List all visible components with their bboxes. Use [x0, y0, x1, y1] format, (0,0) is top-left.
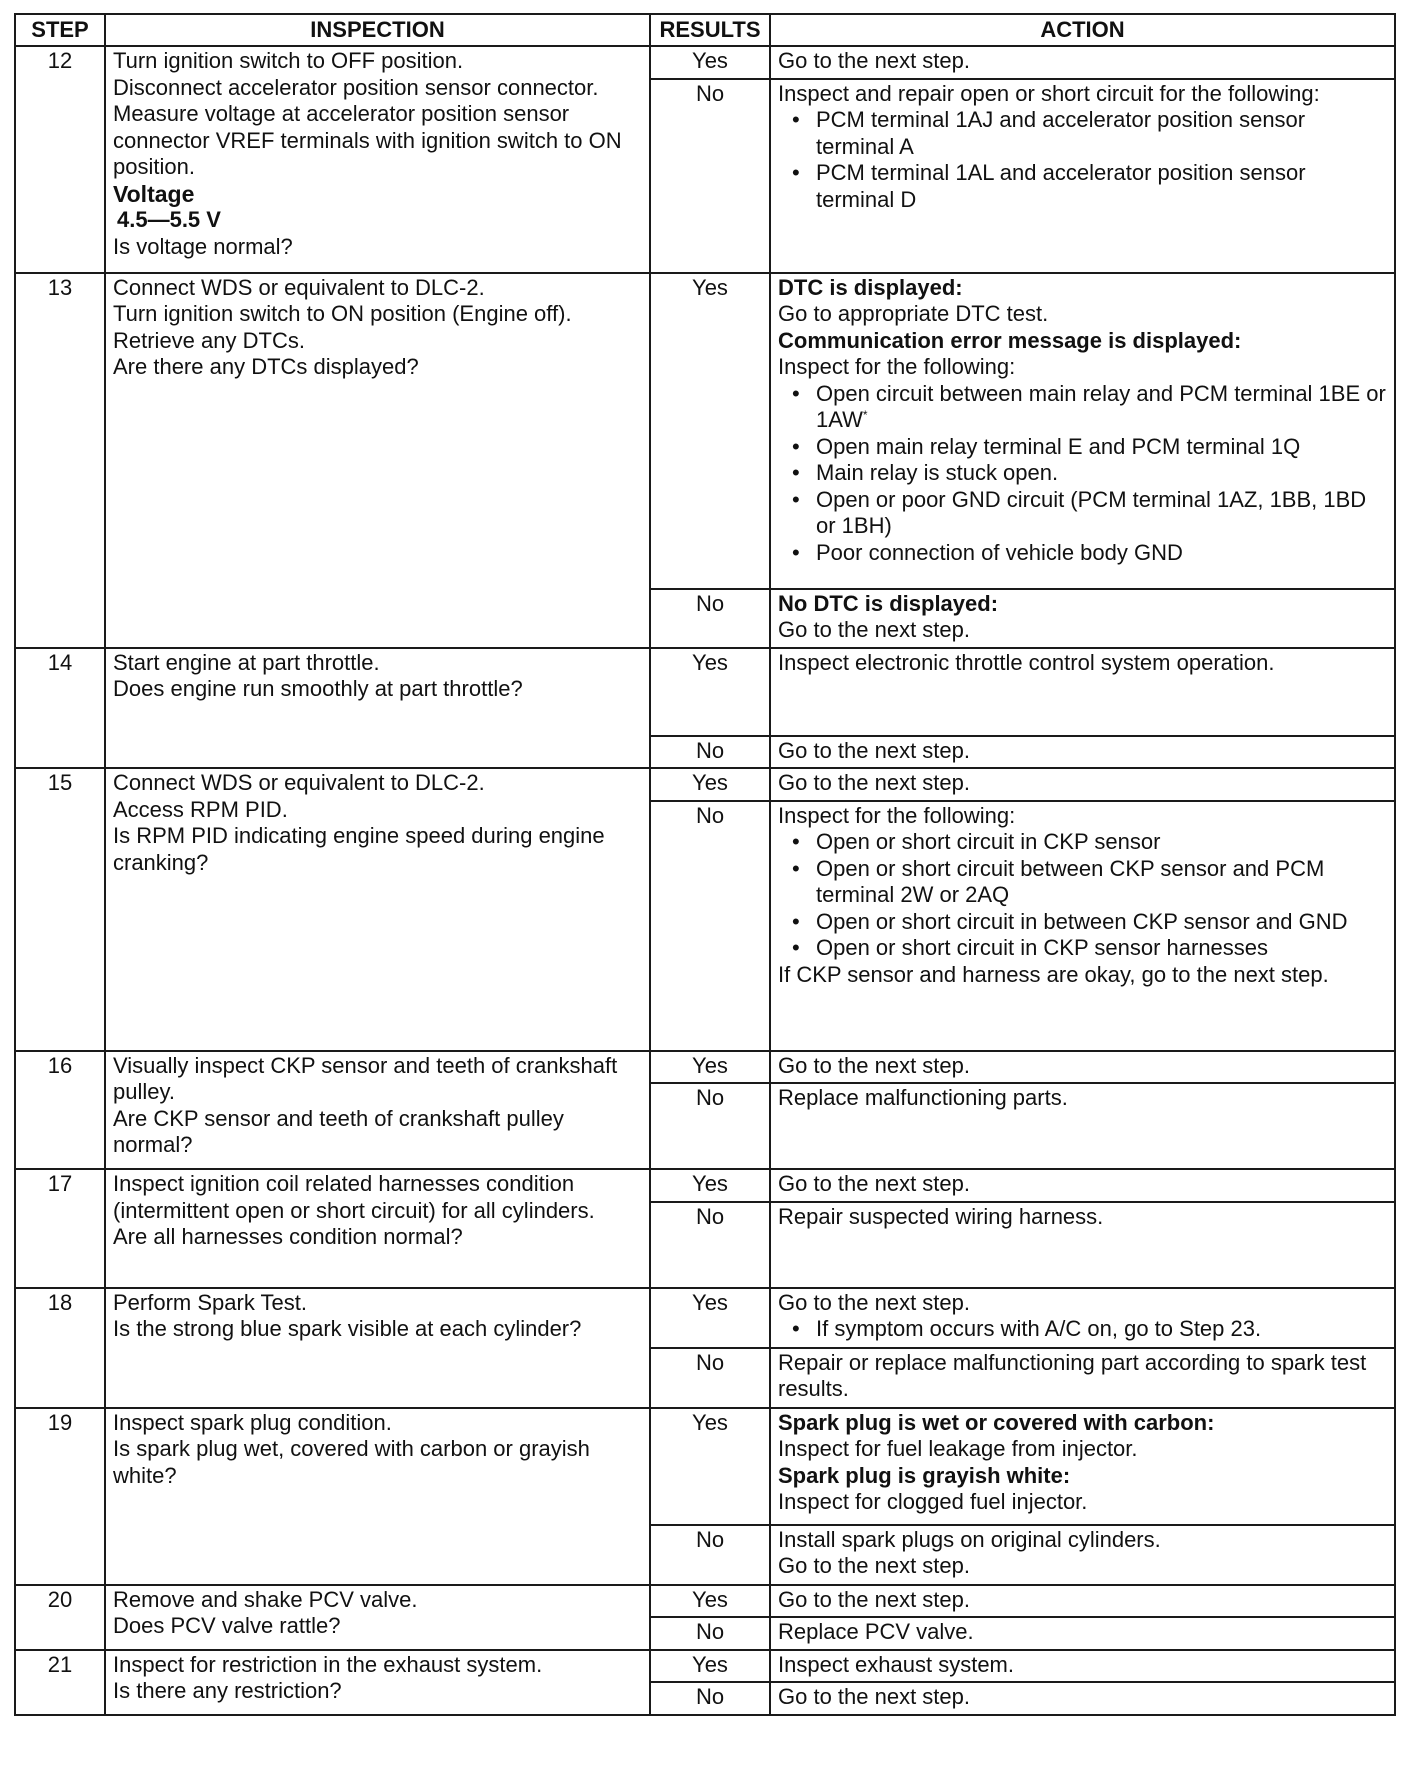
action-heading: No DTC is displayed: [778, 590, 999, 616]
inspection-line: Inspect for restriction in the exhaust system. [113, 1651, 543, 1677]
action-text: Inspect electronic throttle control system operation. [770, 648, 1395, 736]
header-step: STEP [15, 14, 105, 46]
inspection-line: Turn ignition switch to ON position (Engine off). [113, 301, 572, 326]
step-15-no-action [770, 801, 1395, 1051]
action-text: Go to the next step. [770, 46, 1395, 79]
list-item: • Open or short circuit in CKP sensor harnesses [806, 935, 1387, 962]
action-text: Go to the next step. [778, 1289, 971, 1315]
action-heading: Communication error message is displayed: [778, 327, 1242, 353]
step-number: 21 [15, 1650, 105, 1715]
action-text: Inspect exhaust system. [770, 1650, 1395, 1683]
result-yes: Yes [650, 1288, 770, 1348]
inspection-line: Turn ignition switch to OFF position. [113, 48, 464, 73]
action-text: Go to the next step. [770, 768, 1395, 801]
step-19-yes-row [15, 1408, 1395, 1525]
result-no: No [650, 1682, 770, 1715]
inspection-question: Is RPM PID indicating engine speed during engine cranking? [113, 823, 605, 875]
inspection-line: Start engine at part throttle. [113, 649, 380, 675]
action-text: Inspect for the following: [778, 802, 1016, 828]
header-inspection: INSPECTION [105, 14, 650, 46]
step-number: 19 [15, 1408, 105, 1585]
inspection-question: Is there any restriction? [113, 1678, 342, 1703]
step-14-inspection [105, 648, 650, 769]
inspection-line: Visually inspect CKP sensor and teeth of crankshaft pulley. [113, 1052, 618, 1104]
step-number: 12 [15, 46, 105, 273]
step-21-inspection [105, 1650, 650, 1715]
action-text: Go to the next step. [770, 1051, 1395, 1084]
result-yes: Yes [650, 46, 770, 79]
action-text: Inspect for fuel leakage from injector. [778, 1436, 1138, 1461]
list-item: • Main relay is stuck open. [806, 460, 1387, 487]
inspection-line: Remove and shake PCV valve. [113, 1586, 418, 1612]
step-12-no-action [770, 79, 1395, 273]
action-text: Replace malfunctioning parts. [770, 1083, 1395, 1169]
list-item [806, 381, 1387, 434]
action-text: Go to the next step. [770, 1682, 1395, 1715]
result-yes: Yes [650, 273, 770, 589]
voltage-spec: 4.5—5.5 V [117, 207, 221, 232]
result-yes: Yes [650, 768, 770, 801]
result-yes: Yes [650, 1051, 770, 1084]
action-text: Go to the next step. [778, 617, 971, 642]
step-19-yes-action [770, 1408, 1395, 1525]
result-no: No [650, 1617, 770, 1650]
result-yes: Yes [650, 1169, 770, 1202]
inspection-line: Retrieve any DTCs. [113, 327, 305, 353]
result-no: No [650, 79, 770, 273]
step-number: 18 [15, 1288, 105, 1408]
step-13-yes-row [15, 273, 1395, 589]
action-list [778, 829, 1387, 962]
list-item: • Open or short circuit in CKP sensor [806, 829, 1387, 856]
result-no: No [650, 736, 770, 769]
list-item: • Open or short circuit in between CKP sensor and GND [806, 909, 1387, 936]
action-text: Inspect for the following: [778, 354, 1016, 379]
step-17-inspection [105, 1169, 650, 1288]
result-no: No [650, 1202, 770, 1288]
step-19-no-action [770, 1525, 1395, 1585]
step-16-inspection [105, 1051, 650, 1170]
step-14-yes-row [15, 648, 1395, 736]
list-item: • If symptom occurs with A/C on, go to Step 23. [806, 1316, 1387, 1343]
header-action: ACTION [770, 14, 1395, 46]
step-21-yes-row [15, 1650, 1395, 1683]
step-13-no-action [770, 589, 1395, 648]
result-yes: Yes [650, 1585, 770, 1618]
list-item: • Poor connection of vehicle body GND [806, 540, 1387, 567]
list-item: • PCM terminal 1AL and accelerator position sensor terminal D [806, 160, 1387, 213]
list-item: • PCM terminal 1AJ and accelerator position sensor terminal A [806, 107, 1387, 160]
result-no: No [650, 801, 770, 1051]
step-15-yes-row [15, 768, 1395, 801]
inspection-question: Are CKP sensor and teeth of crankshaft pulley normal? [113, 1105, 564, 1157]
result-yes: Yes [650, 648, 770, 736]
action-text: Repair or replace malfunctioning part according to spark test results. [770, 1348, 1395, 1408]
step-15-inspection [105, 768, 650, 1051]
step-18-yes-row [15, 1288, 1395, 1348]
action-text: Replace PCV valve. [770, 1617, 1395, 1650]
action-text: Inspect for clogged fuel injector. [778, 1489, 1088, 1514]
footnote-mark: * [862, 408, 868, 422]
step-18-inspection [105, 1288, 650, 1408]
inspection-line: Measure voltage at accelerator position sensor connector VREF terminals with ignition switch to ON position. [113, 101, 622, 179]
list-item: • Open main relay terminal E and PCM terminal 1Q [806, 434, 1387, 461]
inspection-line: Inspect ignition coil related harnesses condition (intermittent open or short circuit) for all cylinders. [113, 1171, 595, 1223]
step-13-yes-action [770, 273, 1395, 589]
result-yes: Yes [650, 1408, 770, 1525]
step-number: 16 [15, 1051, 105, 1170]
header-row [15, 14, 1395, 46]
action-list [778, 107, 1387, 213]
step-number: 20 [15, 1585, 105, 1650]
step-19-inspection [105, 1408, 650, 1585]
inspection-line: Perform Spark Test. [113, 1289, 307, 1315]
header-results: RESULTS [650, 14, 770, 46]
action-text: Go to the next step. [770, 1169, 1395, 1202]
list-item: • Open or short circuit between CKP sensor and PCM terminal 2W or 2AQ [806, 856, 1387, 909]
inspection-line: Connect WDS or equivalent to DLC-2. [113, 770, 485, 795]
step-number: 17 [15, 1169, 105, 1288]
action-text: Go to the next step. [778, 1553, 971, 1578]
inspection-question: Are there any DTCs displayed? [113, 354, 419, 379]
inspection-question: Does PCV valve rattle? [113, 1613, 341, 1638]
inspection-question: Is the strong blue spark visible at each cylinder? [113, 1316, 582, 1341]
action-text: If CKP sensor and harness are okay, go to the next step. [778, 961, 1329, 987]
inspection-question: Is voltage normal? [113, 233, 293, 259]
step-18-yes-action [770, 1288, 1395, 1348]
step-16-yes-row [15, 1051, 1395, 1084]
result-yes: Yes [650, 1650, 770, 1683]
inspection-line: Disconnect accelerator position sensor connector. [113, 74, 599, 100]
action-heading: Spark plug is wet or covered with carbon: [778, 1409, 1215, 1435]
action-text: Inspect and repair open or short circuit for the following: [778, 80, 1320, 106]
action-list [778, 381, 1387, 567]
action-text: Repair suspected wiring harness. [770, 1202, 1395, 1288]
action-list [778, 1316, 1387, 1343]
result-no: No [650, 1083, 770, 1169]
inspection-line: Connect WDS or equivalent to DLC-2. [113, 274, 485, 300]
inspection-line: Access RPM PID. [113, 796, 288, 822]
action-text: Go to the next step. [770, 1585, 1395, 1618]
voltage-label: Voltage [113, 180, 195, 207]
step-number: 14 [15, 648, 105, 769]
step-13-inspection [105, 273, 650, 648]
step-number: 15 [15, 768, 105, 1051]
inspection-question: Does engine run smoothly at part throttle? [113, 676, 523, 701]
step-12-yes-row [15, 46, 1395, 79]
list-item: • Open or poor GND circuit (PCM terminal 1AZ, 1BB, 1BD or 1BH) [806, 487, 1387, 540]
result-no: No [650, 1348, 770, 1408]
step-12-inspection [105, 46, 650, 273]
list-item-text: Open circuit between main relay and PCM terminal 1BE or 1AW [816, 380, 1386, 432]
step-17-yes-row [15, 1169, 1395, 1202]
inspection-question: Are all harnesses condition normal? [113, 1224, 463, 1249]
inspection-line: Inspect spark plug condition. [113, 1409, 392, 1435]
action-text: Go to the next step. [770, 736, 1395, 769]
step-20-inspection [105, 1585, 650, 1650]
action-heading: Spark plug is grayish white: [778, 1462, 1071, 1488]
inspection-question: Is spark plug wet, covered with carbon or grayish white? [113, 1436, 590, 1488]
result-no: No [650, 1525, 770, 1585]
result-no: No [650, 589, 770, 648]
action-heading: DTC is displayed: [778, 274, 963, 300]
diagnostic-table [14, 13, 1396, 1716]
step-number: 13 [15, 273, 105, 648]
action-text: Install spark plugs on original cylinders. [778, 1526, 1161, 1552]
action-text: Go to appropriate DTC test. [778, 301, 1049, 326]
step-20-yes-row [15, 1585, 1395, 1618]
